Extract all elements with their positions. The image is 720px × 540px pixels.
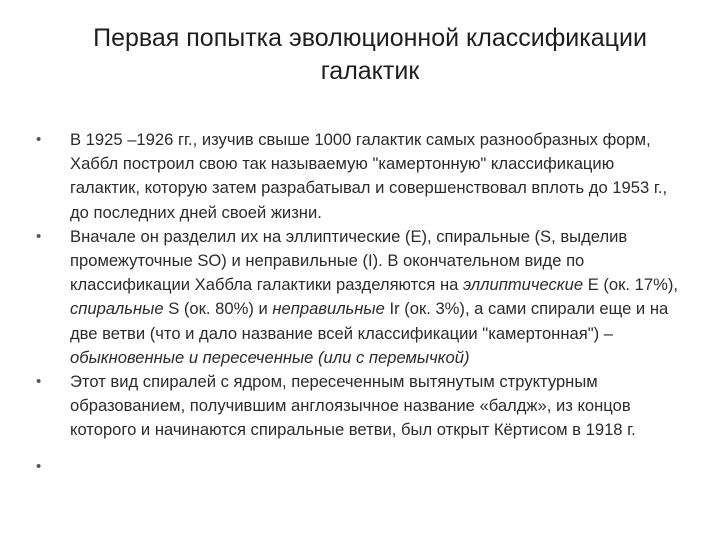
bullet-icon: •	[36, 373, 42, 391]
term-ordinary: обыкновенные	[70, 347, 185, 367]
bullet-item-2	[36, 225, 686, 370]
bullet-2-segment-3: E (ок. 17%),	[583, 275, 678, 295]
bullet-text-1: В 1925 –1926 гг., изучив свыше 1000 галактик самых разнообразных форм, Хаббл построил свою так называемую "камертонную" классификацию галактик, которую затем разрабатывал и совершенствовал вплоть до 1953 г., до последних дней своей жизни.	[70, 130, 668, 222]
bullet-2-segment-9: и	[184, 347, 203, 367]
bullet-icon: •	[36, 457, 42, 475]
term-spiral: спиральные	[70, 299, 164, 319]
slide-title	[60, 22, 680, 88]
bullet-text-2	[70, 225, 686, 370]
term-barred: пересеченные (или с перемычкой)	[202, 347, 470, 367]
term-irregular: неправильные	[272, 299, 385, 319]
slide-title-line-1: Первая попытка эволюционной классификации	[93, 24, 647, 52]
bullet-2-segment-7: Ir (ок. 3%), а сами спирали еще и на две ветви (что и дало название всей классификации "камертонная") –	[70, 299, 669, 343]
term-elliptical: эллиптические	[462, 275, 584, 295]
bullet-item-1	[36, 128, 686, 225]
bullet-2-segment-5: S (ок. 80%) и	[163, 299, 273, 319]
bullet-list	[36, 128, 686, 479]
bullet-icon: •	[36, 227, 42, 245]
bullet-item-4-empty	[36, 443, 686, 479]
bullet-icon: •	[36, 131, 42, 148]
bullet-item-3	[36, 370, 686, 443]
slide-title-line-2: галактик	[320, 57, 420, 85]
bullet-text-3: Этот вид спиралей с ядром, пересеченным вытянутым структурным образованием, получившим англоязычное название «балдж», из концов которого и начинаются спиральные ветви, был открыт Кёртисом в 1918 г.	[70, 372, 636, 440]
bullet-2-segment-1: Вначале он разделил их на эллиптические (E), спиральные (S, выделив промежуточные SO) и неправильные (I). В окончательном виде по классификации Хаббла галактики разделяются на	[70, 226, 628, 295]
